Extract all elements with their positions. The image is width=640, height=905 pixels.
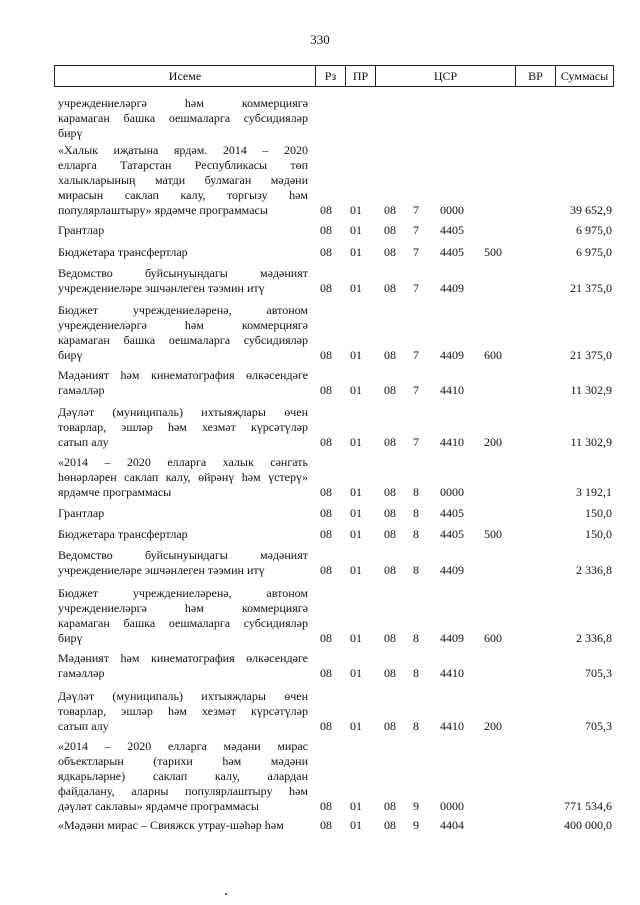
row-name-line: Дәүләт (муниципаль) ихтыяҗлары өчен	[58, 689, 308, 703]
code-csr-c: 4410	[440, 719, 464, 733]
row-name-line: товарлар, эшләр һәм хезмәт күрсәтүләр	[58, 704, 308, 718]
code-pr: 01	[350, 631, 362, 645]
amount: 39 652,9	[570, 203, 612, 217]
row-name-line: карамаган башка оешмаларга субсидияләр	[58, 111, 308, 125]
code-csr-a: 08	[384, 383, 396, 397]
row-name-line: ядкарьләрне) саклап калу, алардан	[58, 769, 308, 783]
code-vr: 200	[484, 719, 502, 733]
code-pr: 01	[350, 719, 362, 733]
code-csr-b: 7	[413, 435, 419, 449]
code-csr-c: 4405	[440, 527, 464, 541]
row-name	[58, 223, 308, 238]
row-name-line: Бюджет учреждениеләренә, автоном	[58, 586, 308, 600]
code-csr-a: 08	[384, 563, 396, 577]
code-csr-b: 8	[413, 719, 419, 733]
row-name-line: Дәүләт (муниципаль) ихтыяҗлары өчен	[58, 405, 308, 419]
amount: 150,0	[585, 506, 612, 520]
row-name-line: елларга Татарстан Республикасы төп	[58, 158, 308, 172]
code-pr: 01	[350, 799, 362, 813]
code-vr: 200	[484, 435, 502, 449]
row-name-line: Бюджет учреждениеләренә, автоном	[58, 303, 308, 317]
table-row	[58, 405, 614, 450]
code-rz: 08	[320, 485, 332, 499]
row-name-line: учреждениеләргә һәм коммерциягә	[58, 601, 308, 615]
code-csr-b: 8	[413, 563, 419, 577]
code-pr: 01	[350, 383, 362, 397]
code-vr: 600	[484, 631, 502, 645]
row-name-line: бирү	[58, 348, 83, 362]
row-name-line: сатып алу	[58, 435, 109, 449]
table-row	[58, 586, 614, 646]
row-name-line: «Мәдәни мирас – Свияжск утрау-шәһәр һәм	[58, 818, 284, 832]
table-row	[58, 506, 614, 521]
table-header	[54, 65, 614, 87]
code-csr-a: 08	[384, 719, 396, 733]
row-name-line: Грантлар	[58, 223, 105, 237]
code-csr-a: 08	[384, 631, 396, 645]
code-csr-c: 4405	[440, 223, 464, 237]
row-name	[58, 266, 308, 296]
row-name	[58, 455, 308, 500]
amount: 2 336,8	[576, 631, 612, 645]
row-name-line: «2014 – 2020 елларга мәдәни мирас	[58, 739, 308, 753]
code-csr-b: 7	[413, 281, 419, 295]
row-name-line: бирү	[58, 126, 83, 140]
code-csr-c: 4410	[440, 435, 464, 449]
row-name	[58, 303, 308, 363]
row-name	[58, 368, 308, 398]
row-name-line: товарлар, эшләр һәм хезмәт күрсәтүләр	[58, 420, 308, 434]
table-row	[58, 368, 614, 398]
table-row	[58, 143, 614, 218]
row-name	[58, 527, 308, 542]
row-name-line: карамаган башка оешмаларга субсидияләр	[58, 333, 308, 347]
row-name-line: дәүләт саклавы» ярдәмче программасы	[58, 799, 259, 813]
row-name	[58, 548, 308, 578]
amount: 21 375,0	[570, 348, 612, 362]
code-csr-c: 4409	[440, 348, 464, 362]
code-csr-c: 4405	[440, 245, 464, 259]
row-name	[58, 405, 308, 450]
row-name-line: объектларын (тарихи һәм мәдәни	[58, 754, 308, 768]
code-csr-c: 0000	[440, 485, 464, 499]
code-rz: 08	[320, 245, 332, 259]
page-number: 330	[310, 32, 330, 47]
row-name	[58, 96, 308, 141]
row-name-line: һөнәрләрен саклап калу, өйрәнү һәм үстерү»	[58, 470, 308, 484]
row-name-line: Ведомство буйсынуындагы мәдәният	[58, 548, 308, 562]
code-csr-c: 4405	[440, 506, 464, 520]
code-rz: 08	[320, 563, 332, 577]
code-pr: 01	[350, 666, 362, 680]
row-name	[58, 739, 308, 814]
code-pr: 01	[350, 527, 362, 541]
code-csr-b: 8	[413, 527, 419, 541]
amount: 11 302,9	[570, 435, 612, 449]
code-rz: 08	[320, 506, 332, 520]
code-rz: 08	[320, 799, 332, 813]
table-row	[58, 245, 614, 260]
code-csr-b: 7	[413, 223, 419, 237]
header-sum: Суммасы	[555, 66, 613, 86]
code-csr-b: 8	[413, 631, 419, 645]
amount: 150,0	[585, 527, 612, 541]
code-vr: 500	[484, 527, 502, 541]
table-row	[58, 818, 614, 833]
amount: 6 975,0	[576, 245, 612, 259]
code-pr: 01	[350, 348, 362, 362]
row-name-line: учреждениеләре эшчәнлеген тәэмин итү	[58, 563, 265, 577]
code-rz: 08	[320, 631, 332, 645]
row-name	[58, 506, 308, 521]
code-csr-c: 4409	[440, 281, 464, 295]
code-pr: 01	[350, 203, 362, 217]
code-rz: 08	[320, 527, 332, 541]
row-name	[58, 245, 308, 260]
code-vr: 600	[484, 348, 502, 362]
code-csr-c: 4404	[440, 818, 464, 832]
row-name-line: мирасын саклап калу, торгызу һәм	[58, 188, 308, 202]
row-name-line: «2014 – 2020 елларга халык сәнгать	[58, 455, 308, 469]
row-name	[58, 689, 308, 734]
code-csr-b: 7	[413, 348, 419, 362]
code-csr-b: 7	[413, 203, 419, 217]
row-name	[58, 818, 308, 833]
row-name-line: сатып алу	[58, 719, 109, 733]
row-name-line: ярдәмче программасы	[58, 485, 172, 499]
code-vr: 500	[484, 245, 502, 259]
row-name-line: халыкларының матди булмаган мәдәни	[58, 173, 308, 187]
code-pr: 01	[350, 281, 362, 295]
table-row	[58, 651, 614, 681]
code-csr-c: 4410	[440, 666, 464, 680]
code-csr-b: 8	[413, 485, 419, 499]
table-row	[58, 548, 614, 578]
amount: 705,3	[585, 719, 612, 733]
code-pr: 01	[350, 485, 362, 499]
row-name-line: гамәлләр	[58, 383, 105, 397]
table-row	[58, 455, 614, 500]
header-pr: ПР	[345, 66, 375, 86]
row-name-line: Ведомство буйсынуындагы мәдәният	[58, 266, 308, 280]
code-csr-c: 4410	[440, 383, 464, 397]
code-csr-a: 08	[384, 245, 396, 259]
code-csr-c: 0000	[440, 203, 464, 217]
code-csr-c: 0000	[440, 799, 464, 813]
table-row	[58, 96, 614, 141]
amount: 3 192,1	[576, 485, 612, 499]
row-name	[58, 651, 308, 681]
code-rz: 08	[320, 435, 332, 449]
row-name-line: учреждениеләргә һәм коммерциягә	[58, 96, 308, 110]
header-rz: Рз	[315, 66, 345, 86]
code-csr-a: 08	[384, 485, 396, 499]
code-pr: 01	[350, 245, 362, 259]
table-row	[58, 739, 614, 814]
scan-speck	[225, 893, 227, 895]
code-csr-a: 08	[384, 527, 396, 541]
table-row	[58, 266, 614, 296]
code-csr-b: 9	[413, 818, 419, 832]
code-pr: 01	[350, 563, 362, 577]
code-rz: 08	[320, 203, 332, 217]
code-rz: 08	[320, 666, 332, 680]
amount: 11 302,9	[570, 383, 612, 397]
row-name-line: учреждениеләре эшчәнлеген тәэмин итү	[58, 281, 265, 295]
code-csr-c: 4409	[440, 563, 464, 577]
table-row	[58, 303, 614, 363]
amount: 400 000,0	[564, 818, 612, 832]
row-name-line: «Халык иҗатына ярдәм. 2014 – 2020	[58, 143, 308, 157]
code-csr-b: 7	[413, 383, 419, 397]
row-name-line: гамәлләр	[58, 666, 105, 680]
code-csr-a: 08	[384, 348, 396, 362]
table-row	[58, 223, 614, 238]
code-csr-b: 9	[413, 799, 419, 813]
row-name	[58, 143, 308, 218]
row-name-line: популярлаштыру» ярдәмче программасы	[58, 203, 268, 217]
code-rz: 08	[320, 348, 332, 362]
row-name-line: файдалану, аларны популярлаштыру һәм	[58, 784, 308, 798]
row-name-line: Мәдәният һәм кинематография өлкәсендәге	[58, 368, 308, 382]
header-name: Исеме	[168, 69, 202, 83]
amount: 6 975,0	[576, 223, 612, 237]
amount: 21 375,0	[570, 281, 612, 295]
code-pr: 01	[350, 818, 362, 832]
code-csr-a: 08	[384, 281, 396, 295]
row-name-line: Бюджетара трансфертлар	[58, 527, 188, 541]
row-name-line: Мәдәният һәм кинематография өлкәсендәге	[58, 651, 308, 665]
row-name-line: Грантлар	[58, 506, 105, 520]
code-csr-a: 08	[384, 818, 396, 832]
code-csr-a: 08	[384, 223, 396, 237]
code-csr-b: 8	[413, 666, 419, 680]
amount: 771 534,6	[564, 799, 612, 813]
table-row	[58, 527, 614, 542]
table-row	[58, 689, 614, 734]
code-csr-a: 08	[384, 435, 396, 449]
header-vr: ВР	[515, 66, 555, 86]
code-rz: 08	[320, 223, 332, 237]
code-csr-a: 08	[384, 799, 396, 813]
amount: 2 336,8	[576, 563, 612, 577]
row-name-line: карамаган башка оешмаларга субсидияләр	[58, 616, 308, 630]
code-rz: 08	[320, 719, 332, 733]
code-csr-a: 08	[384, 506, 396, 520]
code-pr: 01	[350, 506, 362, 520]
amount: 705,3	[585, 666, 612, 680]
code-csr-a: 08	[384, 666, 396, 680]
code-pr: 01	[350, 223, 362, 237]
code-rz: 08	[320, 818, 332, 832]
header-csr: ЦСР	[375, 66, 515, 86]
row-name	[58, 586, 308, 646]
row-name-line: учреждениеләргә һәм коммерциягә	[58, 318, 308, 332]
code-rz: 08	[320, 281, 332, 295]
code-rz: 08	[320, 383, 332, 397]
code-csr-c: 4409	[440, 631, 464, 645]
row-name-line: бирү	[58, 631, 83, 645]
code-csr-b: 7	[413, 245, 419, 259]
code-csr-a: 08	[384, 203, 396, 217]
code-pr: 01	[350, 435, 362, 449]
code-csr-b: 8	[413, 506, 419, 520]
row-name-line: Бюджетара трансфертлар	[58, 245, 188, 259]
